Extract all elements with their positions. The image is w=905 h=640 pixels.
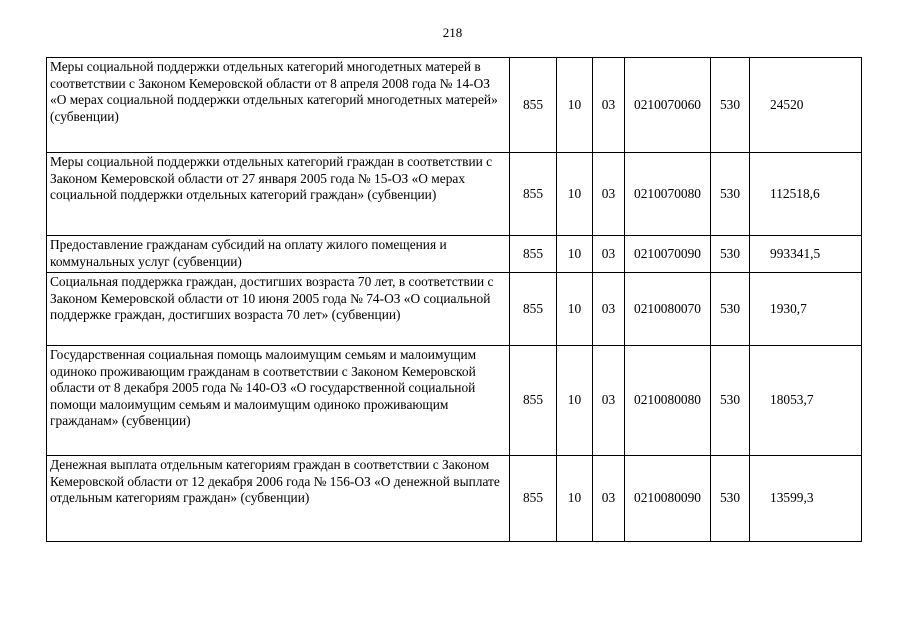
- expense-type-code: 530: [711, 153, 750, 236]
- expense-type-code: 530: [711, 58, 750, 153]
- section-code: 10: [557, 236, 593, 273]
- expense-type-code: 530: [711, 273, 750, 346]
- target-article-code: 0210070080: [625, 153, 711, 236]
- subsection-code: 03: [593, 456, 625, 542]
- row-description: Меры социальной поддержки отдельных категорий граждан в соответствии с Законом Кемеровской области от 27 января 2005 года № 15-ОЗ «О мерах социальной поддержки отдельных категорий граждан» (субвенции): [47, 153, 510, 236]
- page-number: 218: [442, 25, 463, 40]
- table-row: [47, 58, 862, 153]
- row-description: Государственная социальная помощь малоимущим семьям и малоимущим одиноко проживающим гражданам в соответствии с Законом Кемеровской области от 8 декабря 2005 года № 140-ОЗ «О государственной социальной помощи малоимущим семьям и малоимущим одиноко проживающим гражданам» (субвенции): [47, 346, 510, 456]
- section-code: 10: [557, 273, 593, 346]
- section-code: 10: [557, 346, 593, 456]
- ministry-code: 855: [510, 153, 557, 236]
- ministry-code: 855: [510, 346, 557, 456]
- amount: 112518,6: [750, 153, 862, 236]
- table-row: [47, 273, 862, 346]
- subsection-code: 03: [593, 273, 625, 346]
- table-row: [47, 346, 862, 456]
- row-description: Социальная поддержка граждан, достигших возраста 70 лет, в соответствии с Законом Кемеровской области от 10 июня 2005 года № 74-ОЗ «О социальной поддержке граждан, достигших возраста 70 лет» (субвенции): [47, 273, 510, 346]
- expense-type-code: 530: [711, 346, 750, 456]
- ministry-code: 855: [510, 456, 557, 542]
- ministry-code: 855: [510, 58, 557, 153]
- target-article-code: 0210070060: [625, 58, 711, 153]
- amount: 24520: [750, 58, 862, 153]
- target-article-code: 0210080090: [625, 456, 711, 542]
- table-row: [47, 456, 862, 542]
- ministry-code: 855: [510, 236, 557, 273]
- row-description: Предоставление гражданам субсидий на оплату жилого помещения и коммунальных услуг (субвенции): [47, 236, 510, 273]
- section-code: 10: [557, 58, 593, 153]
- subsection-code: 03: [593, 236, 625, 273]
- ministry-code: 855: [510, 273, 557, 346]
- table-row: [47, 236, 862, 273]
- subsection-code: 03: [593, 58, 625, 153]
- target-article-code: 0210080080: [625, 346, 711, 456]
- amount: 18053,7: [750, 346, 862, 456]
- row-description: Денежная выплата отдельным категориям граждан в соответствии с Законом Кемеровской области от 12 декабря 2006 года № 156-ОЗ «О денежной выплате отдельным категориям граждан» (субвенции): [47, 456, 510, 542]
- amount: 1930,7: [750, 273, 862, 346]
- subsection-code: 03: [593, 153, 625, 236]
- expense-type-code: 530: [711, 236, 750, 273]
- subsection-code: 03: [593, 346, 625, 456]
- row-description: Меры социальной поддержки отдельных категорий многодетных матерей в соответствии с Законом Кемеровской области от 8 апреля 2008 года № 14-ОЗ «О мерах социальной поддержки отдельных категорий многодетных матерей» (субвенции): [47, 58, 510, 153]
- budget-table: [46, 57, 862, 542]
- section-code: 10: [557, 153, 593, 236]
- table-row: [47, 153, 862, 236]
- section-code: 10: [557, 456, 593, 542]
- amount: 13599,3: [750, 456, 862, 542]
- target-article-code: 0210070090: [625, 236, 711, 273]
- amount: 993341,5: [750, 236, 862, 273]
- target-article-code: 0210080070: [625, 273, 711, 346]
- expense-type-code: 530: [711, 456, 750, 542]
